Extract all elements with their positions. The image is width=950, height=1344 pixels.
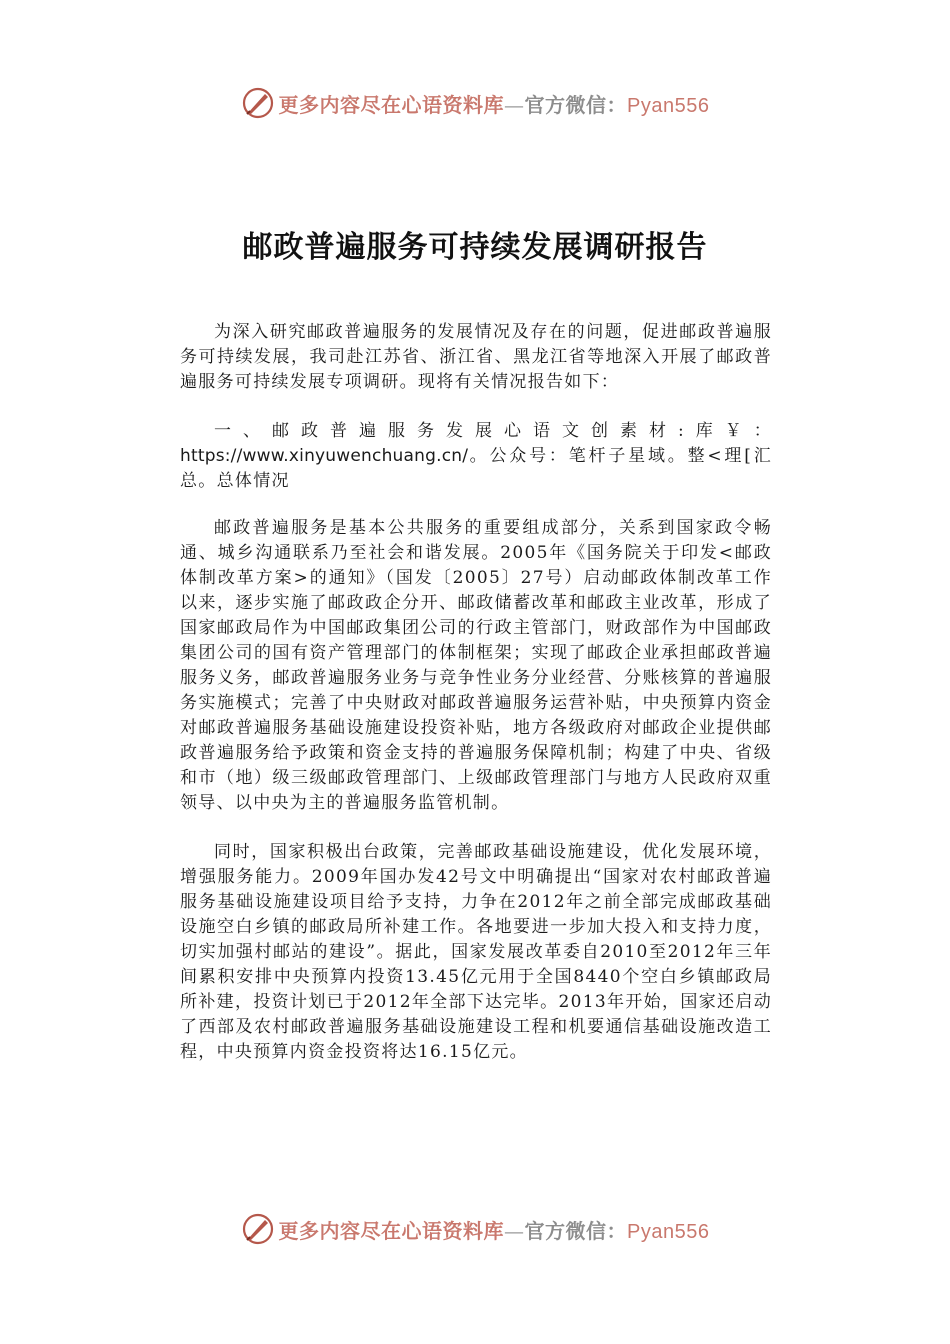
banner-brand: 更多内容尽在心语资料库 xyxy=(278,92,505,117)
banner-brand: 更多内容尽在心语资料库 xyxy=(278,1218,505,1243)
body-paragraph-2: 同时，国家积极出台政策，完善邮政基础设施建设，优化发展环境，增强服务能力。2009年国办发42号文中明确提出“国家对农村邮政普遍服务基础设施建设项目给予支持，力争在2012年之前全部完成邮政基础设施空白乡镇的邮政局所补建工作。各地要进一步加大投入和支持力度，切实加强村邮站的建设”。据此，国家发展改革委自2010至2012年三年间累积安排中央预算内投资13.45亿元用于全国8440个空白乡镇邮政局所补建，投资计划已于2012年全部下达完毕。2013年开始，国家还启动了西部及农村邮政普遍服务基础设施建设工程和机要通信基础设施改造工程，中央预算内资金投资将达16.15亿元。 xyxy=(180,842,772,1062)
banner-contact-id: Pyan556 xyxy=(627,1220,710,1243)
section-heading-prefix: 一、邮政普遍服务发展心语文创素材:库￥： xyxy=(214,421,772,441)
banner-contact-label: 官方微信： xyxy=(524,92,628,117)
footer-banner xyxy=(0,1206,950,1252)
header-banner xyxy=(0,80,950,126)
resource-url: https://www.xinyuwenchuang.cn/ xyxy=(180,446,469,466)
intro-paragraph: 为深入研究邮政普遍服务的发展情况及存在的问题，促进邮政普遍服务可持续发展，我司赴江苏省、浙江省、黑龙江省等地深入开展了邮政普遍服务可持续发展专项调研。现将有关情况报告如下： xyxy=(180,322,772,392)
banner-dash: — xyxy=(504,1218,525,1243)
section-heading-suffix: 。公众号：笔杆子星域。整<理[汇总。总体情况 xyxy=(180,446,772,491)
quill-pen-icon xyxy=(241,86,275,120)
banner-dash: — xyxy=(504,92,525,117)
banner-contact-id: Pyan556 xyxy=(627,94,710,117)
quill-pen-icon xyxy=(241,1212,275,1246)
document-body xyxy=(180,320,772,1089)
banner-text xyxy=(279,89,710,118)
banner-contact-label: 官方微信： xyxy=(524,1218,628,1243)
section-heading xyxy=(180,419,772,494)
body-paragraph-1: 邮政普遍服务是基本公共服务的重要组成部分，关系到国家政令畅通、城乡沟通联系乃至社会和谐发展。2005年《国务院关于印发<邮政体制改革方案>的通知》（国发〔2005〕27号）启动邮政体制改革工作以来，逐步实施了邮政政企分开、邮政储蓄改革和邮政主业改革，形成了国家邮政局作为中国邮政集团公司的行政主管部门，财政部作为中国邮政集团公司的国有资产管理部门的体制框架；实现了邮政企业承担邮政普遍服务义务，邮政普遍服务业务与竞争性业务分业经营、分账核算的普遍服务实施模式；完善了中央财政对邮政普遍服务运营补贴，中央预算内资金对邮政普遍服务基础设施建设投资补贴，地方各级政府对邮政企业提供邮政普遍服务给予政策和资金支持的普遍服务保障机制；构建了中央、省级和市（地）级三级邮政管理部门、上级邮政管理部门与地方人民政府双重领导、以中央为主的普遍服务监管机制。 xyxy=(180,518,772,813)
banner-text xyxy=(279,1215,710,1244)
document-title: 邮政普遍服务可持续发展调研报告 xyxy=(242,230,708,265)
